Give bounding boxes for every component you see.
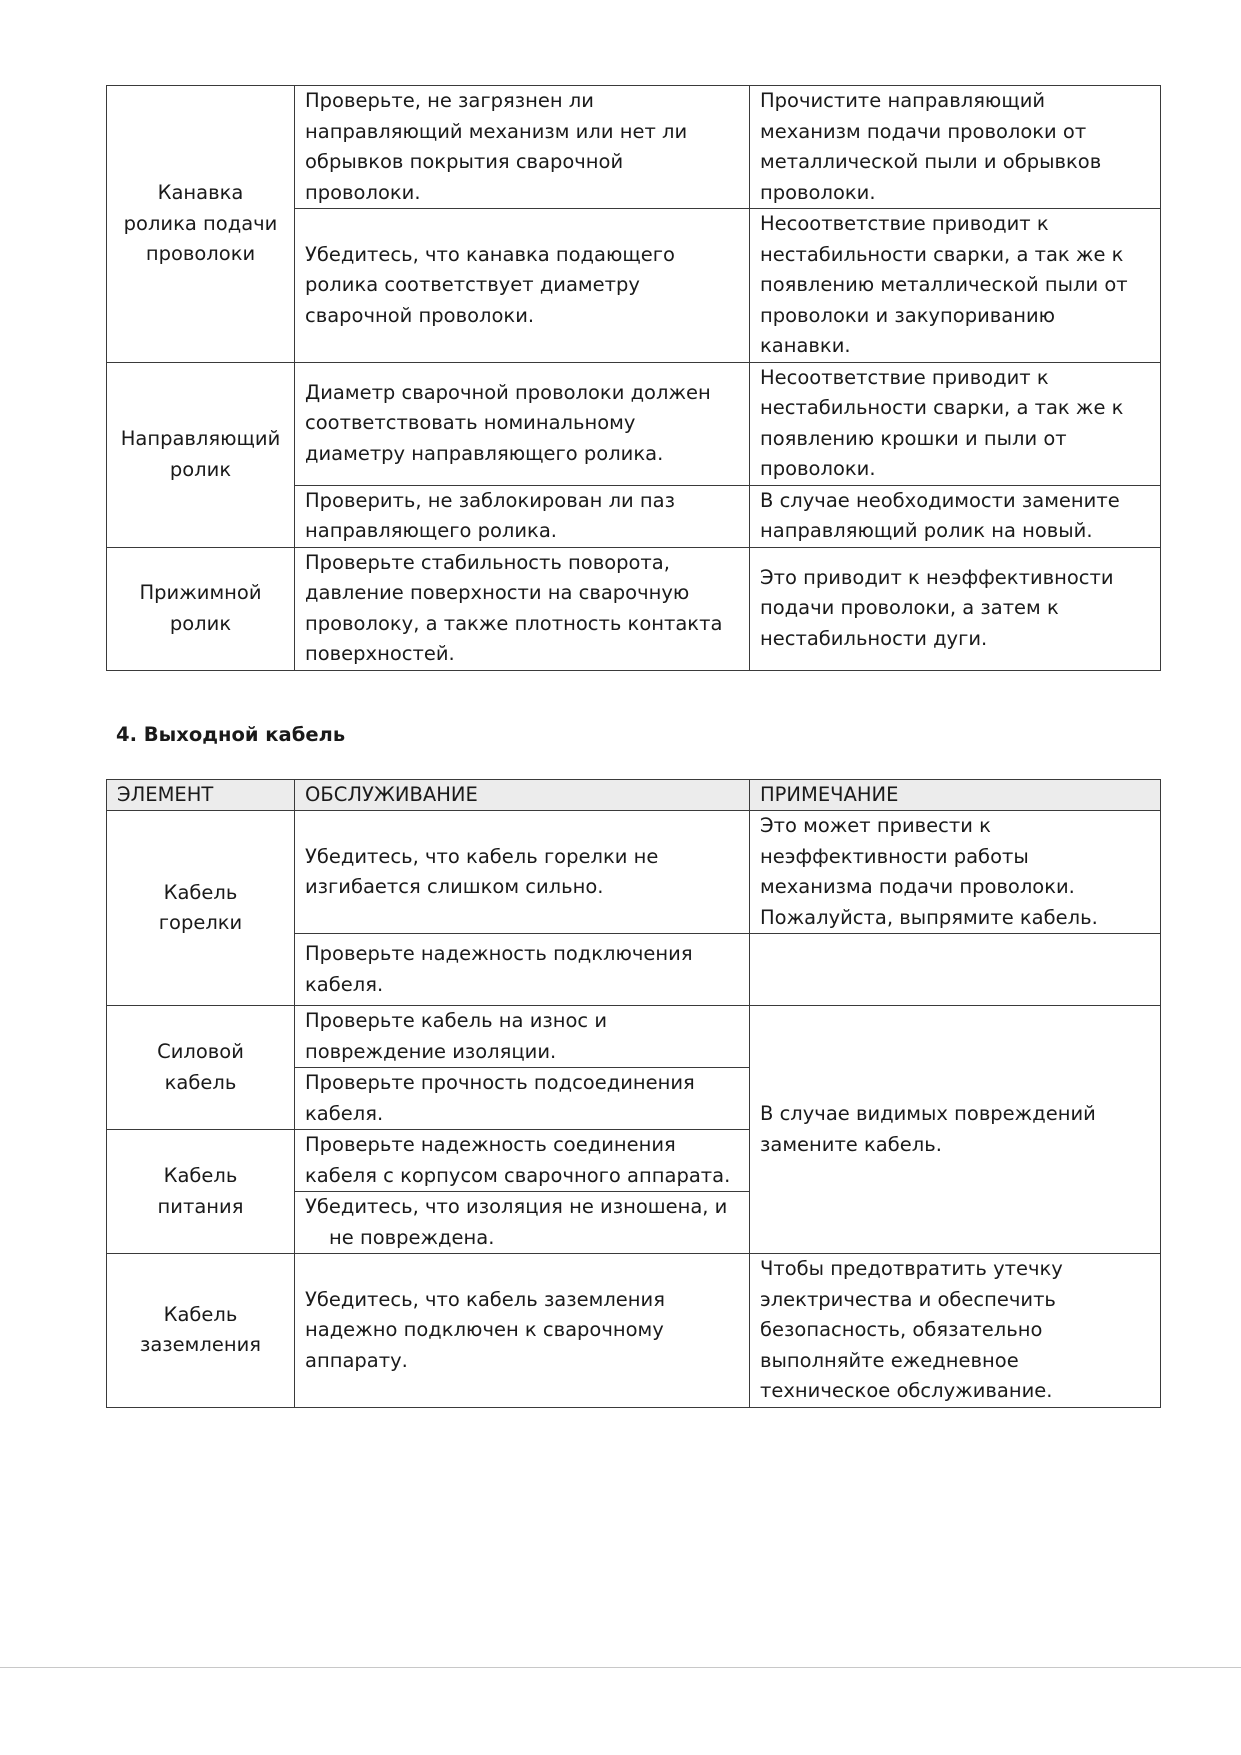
- service-text: Убедитесь, что кабель горелки не изгибается слишком сильно.: [305, 844, 659, 898]
- note-text: Несоответствие приводит к нестабильности сварки, а так же к появлению крошки и пыли от проволоки.: [760, 365, 1124, 480]
- service-text: Проверьте кабель на износ и повреждение изоляции.: [305, 1009, 608, 1063]
- note-cell: [750, 547, 1161, 670]
- service-text: Проверьте стабильность поворота, давление поверхности на сварочную проволоку, а также плотность контакта поверхностей.: [305, 550, 723, 665]
- header-note: ПРИМЕЧАНИЕ: [750, 780, 1161, 811]
- note-cell: [750, 485, 1161, 547]
- element-label: Кабель заземления: [139, 1302, 261, 1357]
- element-label: Кабель питания: [157, 1164, 244, 1218]
- service-text-line: Убедитесь, что изоляция не изношена, и: [305, 1195, 728, 1218]
- element-cell: [107, 547, 295, 670]
- service-cell: [295, 934, 750, 1006]
- header-element: ЭЛЕМЕНТ: [107, 780, 295, 811]
- element-cell: [107, 86, 295, 363]
- table-header-row: [107, 780, 1161, 811]
- service-text: Убедитесь, что канавка подающего ролика соответствует диаметру сварочной проволоки.: [305, 242, 675, 327]
- footer-divider: [0, 1667, 1241, 1668]
- note-text: В случае видимых повреждений замените кабель.: [760, 1102, 1096, 1156]
- service-text: Проверьте, не загрязнен ли направляющий механизм или нет ли обрывков покрытия сварочной проволоки.: [305, 89, 688, 204]
- element-label: Силовой кабель: [157, 1040, 244, 1094]
- element-cell: [107, 1006, 295, 1130]
- maintenance-table-continued: [106, 85, 1161, 671]
- output-cable-table: [106, 779, 1161, 1408]
- element-cell: [107, 811, 295, 1006]
- element-cell: [107, 362, 295, 547]
- element-cell: [107, 1254, 295, 1408]
- note-text: В случае необходимости замените направляющий ролик на новый.: [760, 488, 1120, 542]
- element-label: Канавка ролика подачи проволоки: [123, 181, 278, 265]
- header-service: ОБСЛУЖИВАНИЕ: [295, 780, 750, 811]
- service-text: Проверьте надежность соединения кабеля с корпусом сварочного аппарата.: [305, 1133, 731, 1187]
- note-cell: [750, 1006, 1161, 1254]
- note-cell: [750, 362, 1161, 485]
- note-text: Прочистите направляющий механизм подачи проволоки от металлической пыли и обрывков проволоки.: [760, 89, 1102, 204]
- service-text: Проверьте надежность подключения кабеля.: [305, 942, 693, 996]
- note-cell: [750, 1254, 1161, 1408]
- note-cell: [750, 209, 1161, 363]
- table-row: [107, 811, 1161, 934]
- note-text: Это приводит к неэффективности подачи проволоки, а затем к нестабильности дуги.: [760, 565, 1114, 650]
- table-row: [107, 86, 1161, 209]
- table-row: [107, 1006, 1161, 1068]
- service-text: Проверьте прочность подсоединения кабеля.: [305, 1071, 695, 1125]
- service-text-line: не повреждена.: [329, 1225, 495, 1249]
- service-cell: [295, 1130, 750, 1192]
- service-cell: [295, 209, 750, 363]
- service-cell: [295, 1068, 750, 1130]
- note-text: Чтобы предотвратить утечку электричества и обеспечить безопасность, обязательно выполняйте ежедневное техническое обслуживание.: [760, 1257, 1063, 1402]
- service-cell: [295, 1192, 750, 1254]
- table-row: [107, 1254, 1161, 1408]
- service-text: Проверить, не заблокирован ли паз направляющего ролика.: [305, 488, 675, 542]
- service-cell: [295, 547, 750, 670]
- note-cell: [750, 86, 1161, 209]
- note-cell: [750, 934, 1161, 1006]
- element-label: Направляющий ролик: [120, 427, 281, 481]
- note-text: Несоответствие приводит к нестабильности сварки, а так же к появлению металлической пыли от проволоки и закупориванию канавки.: [760, 212, 1128, 357]
- table-row: [107, 362, 1161, 485]
- service-text: Диаметр сварочной проволоки должен соответствовать номинальному диаметру направляющего ролика.: [305, 380, 711, 465]
- service-text: Убедитесь, что кабель заземления надежно подключен к сварочному аппарату.: [305, 1287, 665, 1372]
- element-label: Прижимной ролик: [139, 581, 262, 635]
- section-heading: 4. Выходной кабель: [116, 723, 346, 746]
- service-cell: [295, 1006, 750, 1068]
- note-text: Это может привести к неэффективности работы механизма подачи проволоки. Пожалуйста, выпрямите кабель.: [760, 814, 1098, 929]
- service-cell: [295, 1254, 750, 1408]
- note-cell: [750, 811, 1161, 934]
- service-cell: [295, 86, 750, 209]
- element-cell: [107, 1130, 295, 1254]
- service-cell: [295, 362, 750, 485]
- service-cell: [295, 485, 750, 547]
- service-cell: [295, 811, 750, 934]
- element-label: Кабель горелки: [158, 880, 243, 934]
- table-row: [107, 547, 1161, 670]
